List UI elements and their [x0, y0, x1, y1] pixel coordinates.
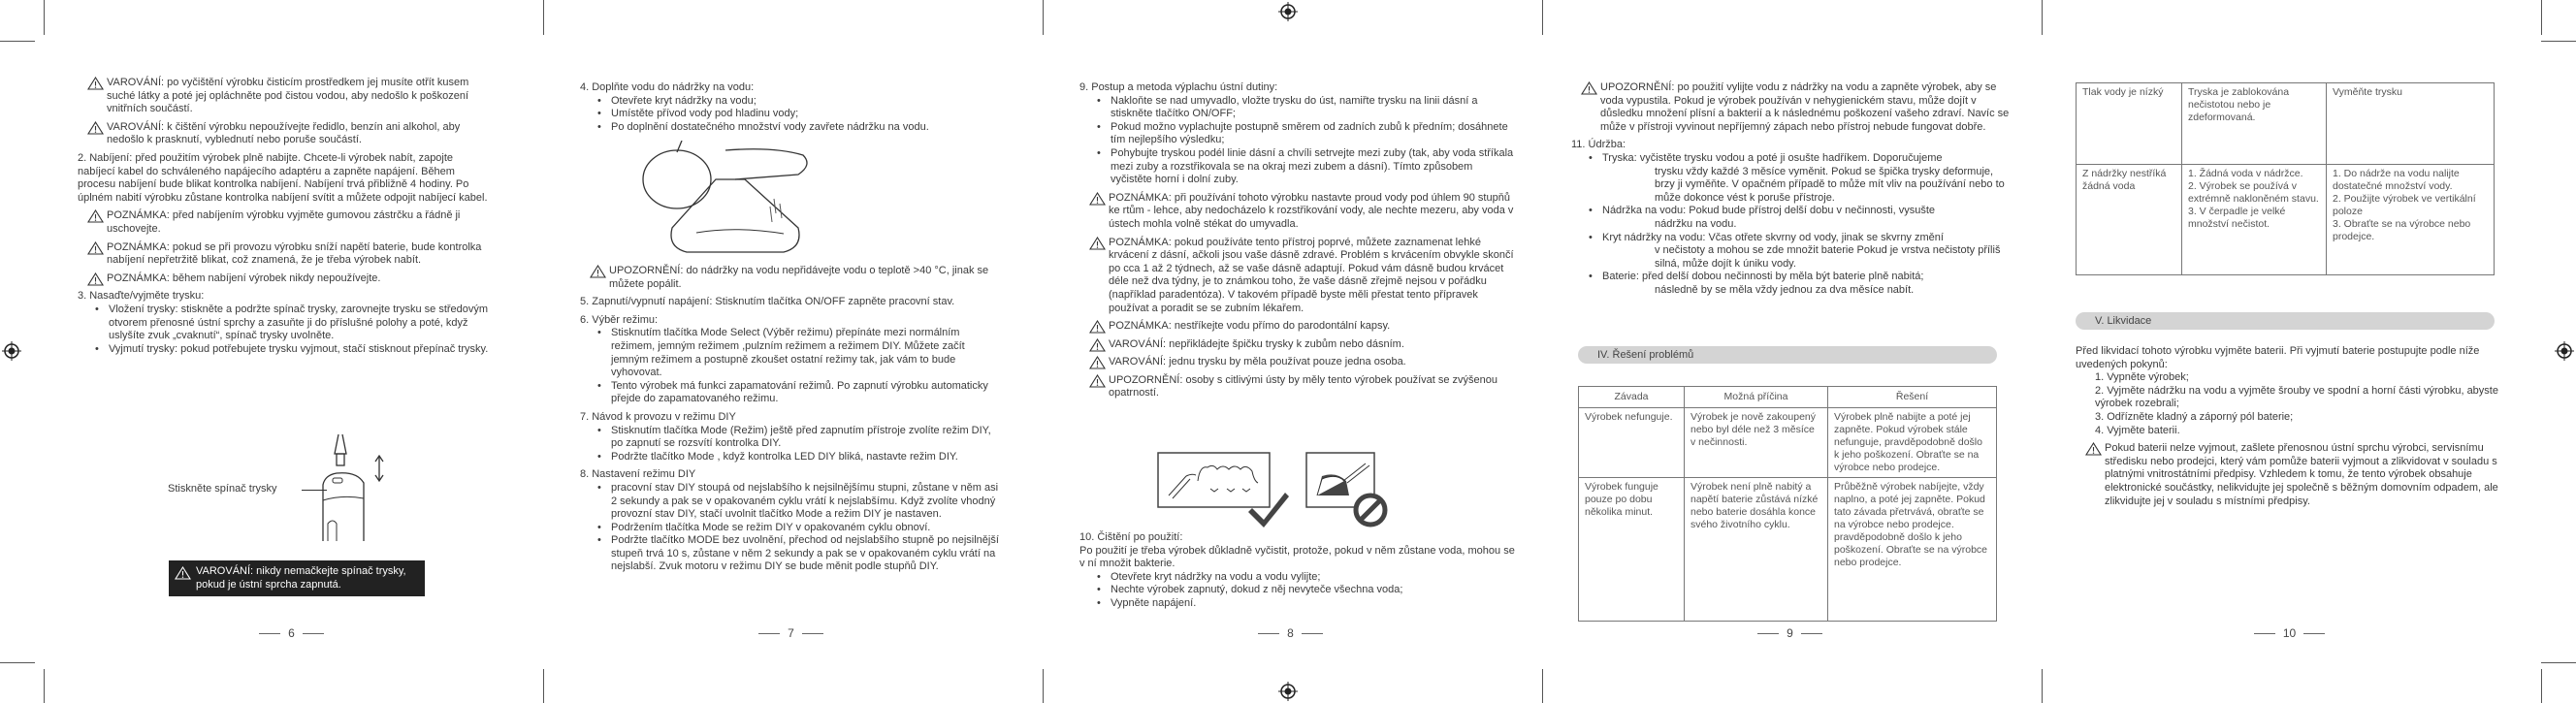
list-item-continuation: v nečistoty a mohou se zde množit baterie Pokud je vrstva nečistoty příliš silná, může dojít k úniku vody. — [1655, 244, 2001, 270]
list-item-lead: Baterie: před delší dobou nečinnosti by měla být baterie plně nabitá; — [1602, 271, 1924, 283]
warning-box — [169, 560, 425, 596]
page-9 — [1540, 0, 2040, 703]
list-item — [1079, 121, 1516, 147]
paragraph — [580, 296, 1002, 309]
block-text: UPOZORNĚNÍ: po použití vylijte vodu z nádržky na vodu a zapněte výrobek, aby se voda vypustila. Pokud je výrobek používán v nehygienickém stavu, může dojít v důsledku množení plísní a bakterií a k následnému poškození vašeho zdraví. Navíc se může v přístroji vyvinout nepříjemný zápach nebo přístroj nebude fungovat dobře. — [1600, 81, 2010, 133]
block-text: 11. Údržba: — [1571, 139, 1626, 151]
warning-icon — [1089, 320, 1106, 334]
warning-icon — [2085, 442, 2102, 456]
nozzle-button-label: Stiskněte spínač trysky — [168, 483, 277, 495]
list-item — [1079, 584, 1516, 597]
block-text: Před likvidací tohoto výrobku vyjměte baterii. Při vyjmutí baterie postupujte podle níže uvedených pokynů: — [2076, 345, 2480, 370]
warning-icon — [1089, 192, 1106, 206]
paragraph — [78, 290, 493, 304]
warning-note — [1571, 81, 2015, 134]
block-text: UPOZORNĚNÍ: do nádržky na vodu nepřidávejte vodu o teplotě >40 °C, jinak se můžete popálit. — [609, 265, 989, 290]
table-row — [2077, 165, 2495, 275]
numbered-step — [2076, 411, 2515, 425]
block-text: Pokud baterii nelze vyjmout, zašlete přenosnou ústní sprchu výrobci, servisnímu středisku nebo prodejci, který vám pomůže baterii vyjmout a zlikvidovat v souladu s platnými vnitrostátními předpisy. Vzhledem k tomu, že tento výrobek obsahuje elektronické součástky, nelikvidujte jej společně s běžným domovním odpadem, ale zlikvidujte jej v souladu s místními předpisy. — [2105, 442, 2498, 507]
list-item — [580, 482, 1002, 522]
table-cell: Vyměňte trysku — [2327, 83, 2495, 165]
crop-mark — [2541, 662, 2576, 663]
table-cell: Tryska je zablokována nečistotou nebo je zdeformovaná. — [2182, 83, 2327, 165]
table-cell: Výrobek není plně nabitý a napětí baterie zůstává nízké nebo baterie dosáhla konce svého životního cyklu. — [1685, 478, 1828, 622]
block-text: Pohybujte tryskou podél linie dásní a chvíli setrvejte mezi zuby (tak, aby voda stříkala mezi zuby a rozstřikovala se na okraj mezi zubem a dásní). Tímto způsobem vyčistěte horní i dolní zuby. — [1111, 146, 1514, 186]
block-text: 2. Nabíjení: před použitím výrobek plně nabijte. Chcete-li výrobek nabít, zapojte nabíjecí kabel do schváleného napájecího adaptéru a zapněte napájení. Během procesu nabíjení bude blikat kontrolka nabíjení. Nabíjení trvá přibližně 4 hodiny. Po úplném nabití výrobku zůstane kontrolka nabíjení svítit a můžete odpojit nabíjecí kabel. — [78, 151, 488, 204]
warning-note — [78, 272, 493, 286]
column-header: Závada — [1579, 387, 1685, 408]
block-text: pracovní stav DIY stoupá od nejslabšího k nejsilnějšímu stupni, zůstane v něm asi 2 sekundy a pak se v opakovaném cyklu vrátí k nejslabšímu. Když zvolíte vhodný provozní stav DIY, stačí uvolnit tlačítko Mode a režim DIY je nastaven. — [611, 481, 999, 521]
numbered-step — [2076, 425, 2515, 438]
block-text: 4. Doplňte vodu do nádržky na vodu: — [580, 81, 755, 93]
list-item — [580, 95, 1002, 109]
paragraph — [78, 152, 493, 205]
warning-note — [1079, 356, 1516, 369]
warning-note — [580, 265, 1002, 291]
table-cell: Výrobek nefunguje. — [1579, 408, 1685, 478]
page-number: 8 — [1041, 626, 1540, 640]
list-item — [580, 327, 1002, 379]
troubleshooting-table — [1578, 386, 1997, 622]
list-item — [1571, 205, 2015, 231]
list-item — [580, 425, 1002, 451]
block-text: 3. Nasaďte/vyjměte trysku: — [78, 290, 205, 303]
block-text: POZNÁMKA: pokud se při provozu výrobku sníží napětí baterie, bude kontrolka nabíjení nepřetržitě blikat, což znamená, že je třeba výrobek nabít. — [107, 240, 482, 267]
page-6 — [42, 0, 541, 703]
warning-icon — [1089, 338, 1106, 352]
table-cell: Tlak vody je nízký — [2077, 83, 2182, 165]
warning-icon — [1581, 81, 1597, 95]
block-text: Otevřete kryt nádržky na vodu a vodu vylijte; — [1111, 570, 1321, 583]
section-header-disposal: V. Likvidace — [2076, 312, 2495, 330]
block-text: 2. Vyjměte nádržku na vodu a vyjměte šrouby ve spodní a horní části výrobku, abyste výrobek rozebrali; — [2095, 384, 2498, 410]
list-item — [1079, 147, 1516, 187]
warning-icon — [87, 77, 104, 90]
block-text: VAROVÁNÍ: jednu trysku by měla používat pouze jedna osoba. — [1109, 356, 1406, 368]
troubleshooting-table-continued — [2076, 82, 2495, 275]
crop-mark — [0, 662, 35, 663]
block-text: 10. Čištění po použití: — [1079, 531, 1183, 543]
block-text: 9. Postup a metoda výplachu ústní dutiny: — [1079, 81, 1278, 93]
paragraph — [580, 314, 1002, 328]
table-row — [2077, 83, 2495, 165]
table-cell: Výrobek je nově zakoupený nebo byl déle než 3 měsíce v nečinnosti. — [1685, 408, 1828, 478]
block-text: Po doplnění dostatečného množství vody zavřete nádržku na vodu. — [611, 120, 929, 133]
numbered-step — [2076, 371, 2515, 385]
column-header: Řešení — [1828, 387, 1997, 408]
block-text: Podržte tlačítko MODE bez uvolnění, přechod od nejslabšího stupně po nejsilnější stupeň trvá 10 s, zůstane v něm 2 sekundy a pak se v opakovaném cyklu vrátí na nejslabší. Zvuk motoru v režimu DIY se bude měnit podle stupňů DIY. — [611, 534, 999, 573]
block-text: Stisknutím tlačítka Mode (Režim) ještě před zapnutím přístroje zvolíte režim DIY, po zapnutí se rozsvítí kontrolka DIY. — [611, 424, 991, 450]
warning-note — [1079, 192, 1516, 232]
list-item — [580, 380, 1002, 406]
warning-note — [2076, 442, 2515, 508]
block-text: 6. Výběr režimu: — [580, 313, 659, 326]
block-text: VAROVÁNÍ: k čištění výrobku nepoužívejte ředidlo, benzín ani alkohol, aby nedošlo k prasknutí, vyblednutí nebo poruše součástí. — [107, 120, 461, 146]
paragraph — [1079, 81, 1516, 95]
paragraph — [580, 411, 1002, 425]
page-7 — [541, 0, 1041, 703]
page-number: 9 — [1540, 626, 2040, 640]
warning-note — [1079, 374, 1516, 400]
list-item — [1571, 271, 2015, 297]
warning-icon — [87, 209, 104, 223]
correct-usage-illustration — [1157, 452, 1400, 527]
page-8 — [1041, 0, 1540, 703]
page-number: 7 — [541, 626, 1041, 640]
block-text: POZNÁMKA: nestříkejte vodu přímo do parodontální kapsy. — [1109, 320, 1391, 333]
block-text: POZNÁMKA: před nabíjením výrobku vyjměte gumovou zástrčku a řádně ji uschovejte. — [107, 209, 461, 235]
warning-icon — [1089, 356, 1106, 369]
table-row — [1579, 408, 1997, 478]
warning-icon — [1089, 374, 1106, 388]
list-item-lead: Kryt nádržky na vodu: Včas otřete skvrny od vody, jinak se skvrny změní — [1602, 231, 1944, 243]
warning-note — [1079, 320, 1516, 334]
paragraph — [1079, 531, 1516, 545]
table-cell: 1. Do nádrže na vodu nalijte dostatečné množství vody. 2. Použijte výrobek ve vertikální poloze 3. Obraťte se na výrobce nebo prodejce. — [2327, 165, 2495, 275]
block-text: 1. Vypněte výrobek; — [2095, 371, 2189, 384]
warning-box-text: VAROVÁNÍ: nikdy nemačkejte spínač trysky, pokud je ústní sprcha zapnutá. — [196, 565, 406, 591]
section-header-troubleshooting: IV. Řešení problémů — [1578, 346, 1997, 364]
numbered-step — [2076, 385, 2515, 411]
table-cell: 1. Žádná voda v nádržce. 2. Výrobek se používá v extrémně nakloněném stavu. 3. V čerpadle je velké množství nečistot. — [2182, 165, 2327, 275]
block-text: Nechte výrobek zapnutý, dokud z něj nevyteče všechna voda; — [1111, 584, 1403, 596]
warning-icon — [590, 265, 606, 278]
warning-icon — [1089, 237, 1106, 250]
column-header: Možná příčina — [1685, 387, 1828, 408]
page-number: 6 — [42, 626, 541, 640]
warning-note — [1079, 338, 1516, 352]
warning-note — [78, 209, 493, 236]
block-text: Podržte tlačítko Mode , když kontrolka LED DIY bliká, nastavte režim DIY. — [611, 450, 958, 463]
prohibited-icon — [1356, 495, 1385, 525]
block-text: Tento výrobek má funkci zapamatování režimů. Po zapnutí výrobku automaticky přejde do zapamatovaného režimu. — [611, 379, 988, 405]
list-item-continuation: nádržku na vodu. — [1655, 217, 1737, 230]
block-text: VAROVÁNÍ: nepřikládejte špičku trysky k zubům nebo dásním. — [1109, 337, 1404, 350]
list-item — [78, 343, 493, 357]
water-tank-filling-illustration — [628, 141, 861, 262]
page-10 — [2040, 0, 2539, 703]
list-item — [78, 304, 493, 343]
paragraph — [2076, 345, 2515, 371]
list-item — [1079, 597, 1516, 611]
block-text: Otevřete kryt nádržky na vodu; — [611, 94, 757, 107]
block-text: Podržením tlačítka Mode se režim DIY v opakovaném cyklu obnoví. — [611, 521, 931, 533]
block-text: 5. Zapnutí/vypnutí napájení: Stisknutím tlačítka ON/OFF zapněte pracovní stav. — [580, 296, 955, 308]
warning-icon — [87, 241, 104, 255]
registration-mark-icon — [2, 341, 21, 361]
list-item — [580, 108, 1002, 121]
crop-mark — [0, 41, 35, 42]
warning-icon — [87, 272, 104, 286]
list-item-continuation: následně by se měla vždy jednou za dva měsíce nabít. — [1655, 283, 1915, 296]
list-item — [1571, 152, 2015, 205]
list-item — [580, 121, 1002, 135]
warning-icon — [87, 121, 104, 135]
block-text: Pokud možno vyplachujte postupně směrem od zadních zubů k předním; dosáhnete tím nejlepšího výsledku; — [1111, 120, 1508, 146]
block-text: 8. Nastavení režimu DIY — [580, 468, 696, 481]
table-cell: Z nádržky nestříká žádná voda — [2077, 165, 2182, 275]
warning-note — [78, 241, 493, 268]
page-number: 10 — [2040, 626, 2539, 640]
block-text: Vyjmutí trysky: pokud potřebujete trysku vyjmout, stačí stisknout přepínač trysky. — [109, 342, 489, 355]
crop-mark — [2541, 0, 2542, 35]
paragraph — [580, 81, 1002, 95]
warning-note — [1079, 237, 1516, 316]
table-cell: Průběžně výrobek nabíjejte, vždy naplno, a poté jej zapněte. Pokud tato závada přetrvává, obraťte se na výrobce nebo prodejce. pravděpodobně došlo k jeho poškození. Obraťte se na výrobce nebo prodejce. — [1828, 478, 1997, 622]
list-item-lead: Tryska: vyčistěte trysku vodou a poté ji osušte hadříkem. Doporučujeme — [1602, 151, 1943, 164]
table-row — [1579, 478, 1997, 622]
list-item — [580, 534, 1002, 574]
block-text: POZNÁMKA: při používání tohoto výrobku nastavte proud vody pod úhlem 90 stupňů ke rtům - lehce, aby nedocházelo k rozstřikování vody, ale nechte mezeru, aby voda v ústech mohla volně stékat do umyvadla. — [1109, 191, 1514, 230]
warning-note — [78, 121, 493, 147]
table-cell: Výrobek funguje pouze po dobu několika minut. — [1579, 478, 1685, 622]
list-item-continuation: trysku vždy každé 3 měsíce vyměnit. Pokud se špička trysky deformuje, brzy ji vyměňte. V opačném případě to může mít vliv na používání nebo to může dokonce vést k poruše přístroje. — [1655, 165, 2005, 204]
block-text: Vypněte napájení. — [1111, 596, 1197, 609]
block-text: VAROVÁNÍ: po vyčištění výrobku čisticím prostředkem jej musíte otřít kusem suché látky a poté jej opláchněte pod čistou vodou, aby nedošlo k poškození vnitřních součástí. — [107, 77, 469, 115]
list-item — [1571, 232, 2015, 272]
table-header-row — [1579, 387, 1997, 408]
block-text: Vložení trysky: stiskněte a podržte spínač trysky, zarovnejte trysku se středovým otvorem přenosné ústní sprchy a zasuňte ji do příslušné polohy a poté, když uslyšíte zvuk „cvaknutí“, spínač trysky uvolněte. — [109, 303, 489, 342]
warning-note — [78, 77, 493, 116]
list-item — [1079, 571, 1516, 585]
block-text: Umístěte přívod vody pod hladinu vody; — [611, 108, 799, 120]
block-text: POZNÁMKA: pokud používáte tento přístroj poprvé, můžete zaznamenat lehké krvácení z dásní, ačkoli jsou vaše dásně zdravé. Problém s krvácením obvykle skončí po cca 1 až 2 týdnech, až se vaše dásně adaptují. Pokud vám dásně budou krvácet déle než dva týdny, je to známkou toho, že vaše dásně zřejmě nejsou v pořádku (například paradentóza). V takovém případě byste měli přestat tento přípravek používat a poradit se se zubním lékařem. — [1109, 236, 1514, 314]
block-text: 4. Vyjměte baterii. — [2095, 424, 2180, 436]
list-item — [580, 451, 1002, 464]
warning-icon — [175, 566, 191, 580]
paragraph — [1571, 139, 2015, 152]
block-text: POZNÁMKA: během nabíjení výrobek nikdy nepoužívejte. — [107, 272, 381, 284]
table-cell: Výrobek plně nabijte a poté jej zapněte. Pokud výrobek stále nefunguje, pravděpodobně došlo k jeho poškození. Obraťte se na výrobce nebo prodejce. — [1828, 408, 1997, 478]
list-item-lead: Nádržka na vodu: Pokud bude přístroj delší dobu v nečinnosti, vysušte — [1602, 205, 1936, 217]
nozzle-button-leader-line — [302, 490, 327, 491]
paragraph — [1079, 545, 1516, 571]
block-text: UPOZORNĚNÍ: osoby s citlivými ústy by měly tento výrobek používat se zvýšenou opatrností. — [1109, 373, 1498, 399]
paragraph — [580, 468, 1002, 482]
block-text: Stisknutím tlačítka Mode Select (Výběr režimu) přepínáte mezi normálním režimem, jemným režimem ,pulzním režimem a režimem DIY. Můžete začít jemným režimem a postupně zkoušet ostatní režimy tak, jak vám to bude vyhovovat. — [611, 327, 965, 379]
block-text: 7. Návod k provozu v režimu DIY — [580, 410, 736, 423]
list-item — [1079, 95, 1516, 121]
block-text: 3. Odřízněte kladný a záporný pól baterie; — [2095, 410, 2294, 423]
block-text: Nakloňte se nad umyvadlo, vložte trysku do úst, namiřte trysku na linii dásní a stiskněte tlačítko ON/OFF; — [1111, 94, 1478, 120]
registration-mark-icon — [2555, 341, 2574, 361]
crop-mark — [2541, 41, 2576, 42]
nozzle-illustration — [304, 427, 391, 541]
list-item — [580, 522, 1002, 535]
block-text: Po použití je třeba výrobek důkladně vyčistit, protože, pokud v něm zůstane voda, mohou se v ní množit bakterie. — [1079, 544, 1515, 570]
crop-mark — [2541, 669, 2542, 703]
